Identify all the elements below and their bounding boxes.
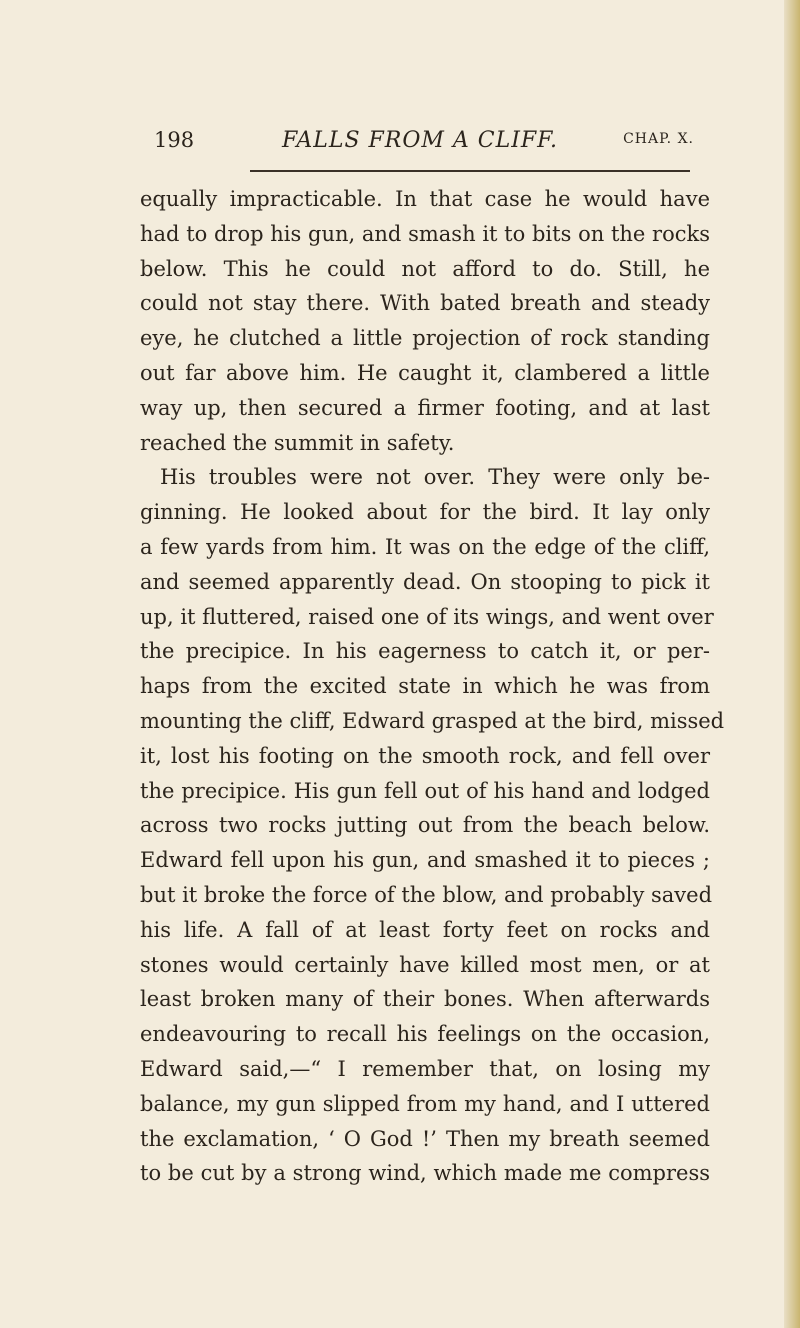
- text-line: had to drop his gun, and smash it to bits on the rocks: [140, 221, 710, 246]
- body-text: [140, 182, 725, 1191]
- chapter-label: CHAP. X.: [623, 131, 694, 147]
- text-line: reached the summit in safety.: [140, 430, 455, 455]
- text-line: could not stay there. With bated breath and steady: [140, 291, 710, 316]
- text-line: way up, then secured a firmer footing, and at last: [140, 395, 710, 420]
- text-line: the exclamation, ‘ O God !’ Then my breath seemed: [140, 1126, 710, 1151]
- text-line: balance, my gun slipped from my hand, and I uttered: [140, 1091, 710, 1116]
- text-line: below. This he could not afford to do. Still, he: [140, 256, 710, 281]
- text-line: Edward fell upon his gun, and smashed it to pieces ;: [140, 848, 710, 873]
- text-line: mounting the cliff, Edward grasped at the bird, missed: [140, 708, 725, 733]
- text-line: equally impracticable. In that case he would have: [140, 187, 710, 211]
- text-line: across two rocks jutting out from the beach below.: [140, 813, 710, 838]
- text-line: eye, he clutched a little projection of rock standing: [140, 326, 710, 351]
- text-line: the precipice. His gun fell out of his hand and lodged: [140, 778, 710, 803]
- text-line: to be cut by a strong wind, which made me compress: [140, 1161, 710, 1186]
- header-rule: [250, 170, 690, 172]
- text-line: a few yards from him. It was on the edge of the cliff,: [140, 534, 710, 559]
- text-line: Edward said,—“ I remember that, on losing my: [140, 1056, 710, 1081]
- running-title: FALLS FROM A CLIFF.: [282, 128, 559, 153]
- text-line: haps from the excited state in which he was from: [140, 674, 710, 699]
- text-line: endeavouring to recall his feelings on the occasion,: [140, 1022, 710, 1047]
- text-line: ginning. He looked about for the bird. It lay only: [140, 500, 710, 525]
- text-line: least broken many of their bones. When afterwards: [140, 987, 710, 1012]
- running-header: [154, 128, 700, 158]
- text-line: out far above him. He caught it, clambered a little: [140, 360, 710, 385]
- text-line: and seemed apparently dead. On stooping to pick it: [140, 569, 710, 594]
- page-number: 198: [154, 128, 195, 152]
- text-line: His troubles were not over. They were only be-: [160, 465, 710, 490]
- page-edge: [784, 0, 800, 1328]
- text-line: but it broke the force of the blow, and probably saved: [140, 882, 713, 907]
- text-line: up, it fluttered, raised one of its wings, and went over: [140, 604, 714, 629]
- text-line: stones would certainly have killed most men, or at: [140, 952, 710, 977]
- text-line: the precipice. In his eagerness to catch it, or per-: [140, 639, 710, 664]
- text-line: it, lost his footing on the smooth rock, and fell over: [140, 743, 710, 768]
- text-line: his life. A fall of at least forty feet on rocks and: [140, 917, 710, 942]
